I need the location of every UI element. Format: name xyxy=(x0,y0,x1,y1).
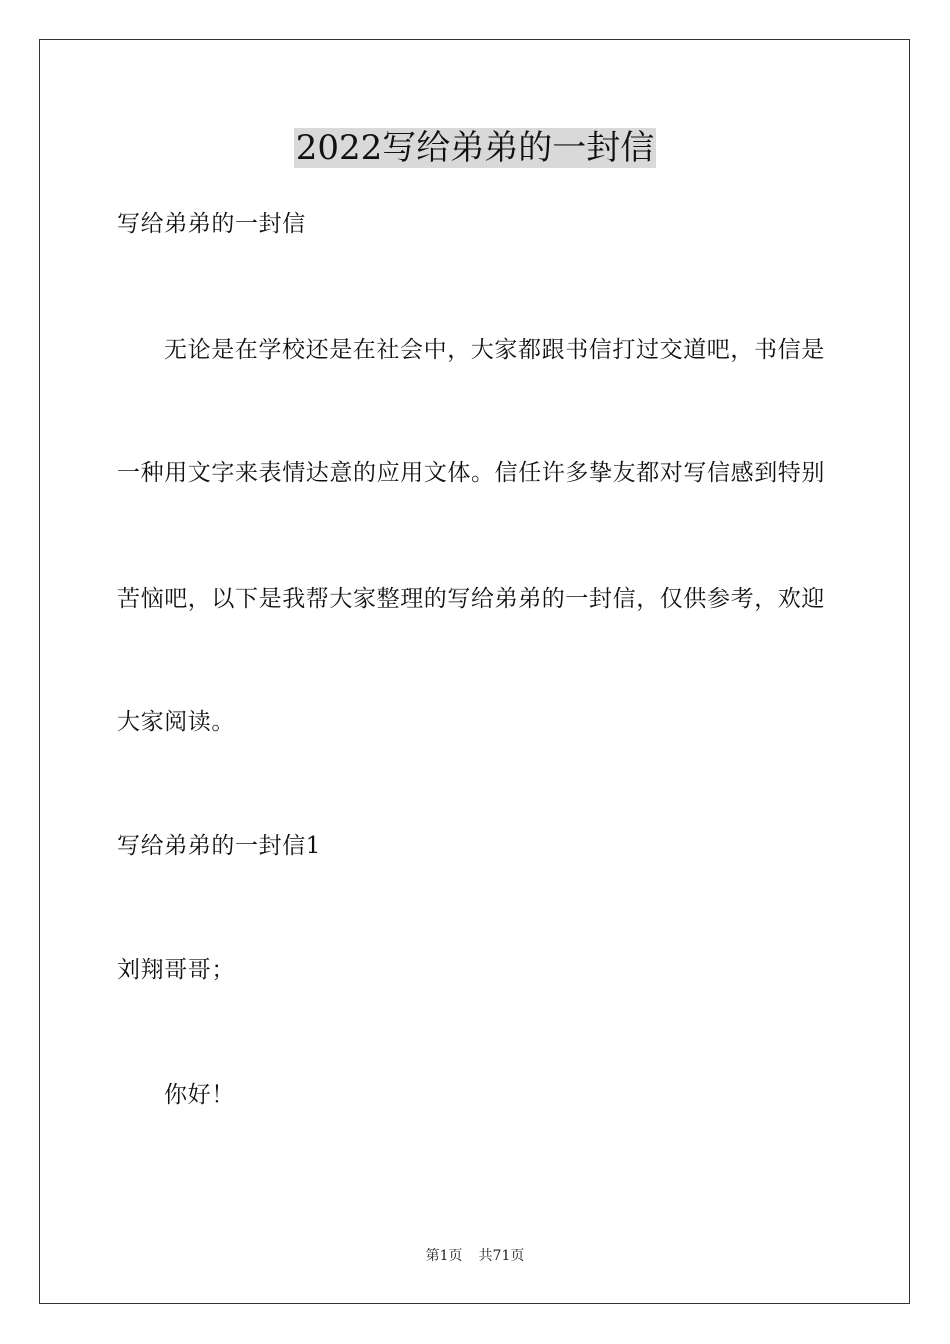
page-footer xyxy=(0,1247,950,1265)
paragraph-line-1: 无论是在学校还是在社会中，大家都跟书信打过交道吧，书信是 xyxy=(164,337,825,363)
section-heading: 写给弟弟的一封信1 xyxy=(117,833,322,859)
document-subtitle: 写给弟弟的一封信 xyxy=(117,211,306,237)
paragraph-line-3: 苦恼吧，以下是我帮大家整理的写给弟弟的一封信，仅供参考，欢迎 xyxy=(117,586,825,612)
paragraph-line-4: 大家阅读。 xyxy=(117,709,235,735)
document-title-text: 2022写给弟弟的一封信 xyxy=(295,128,655,168)
greeting: 你好！ xyxy=(164,1082,235,1108)
document-title xyxy=(0,126,950,170)
paragraph-line-2: 一种用文字来表情达意的应用文体。信任许多挚友都对写信感到特别 xyxy=(117,460,825,486)
page-number-current: 第1页 xyxy=(425,1248,463,1264)
page-number-total: 共71页 xyxy=(478,1248,525,1264)
salutation: 刘翔哥哥； xyxy=(117,957,235,983)
